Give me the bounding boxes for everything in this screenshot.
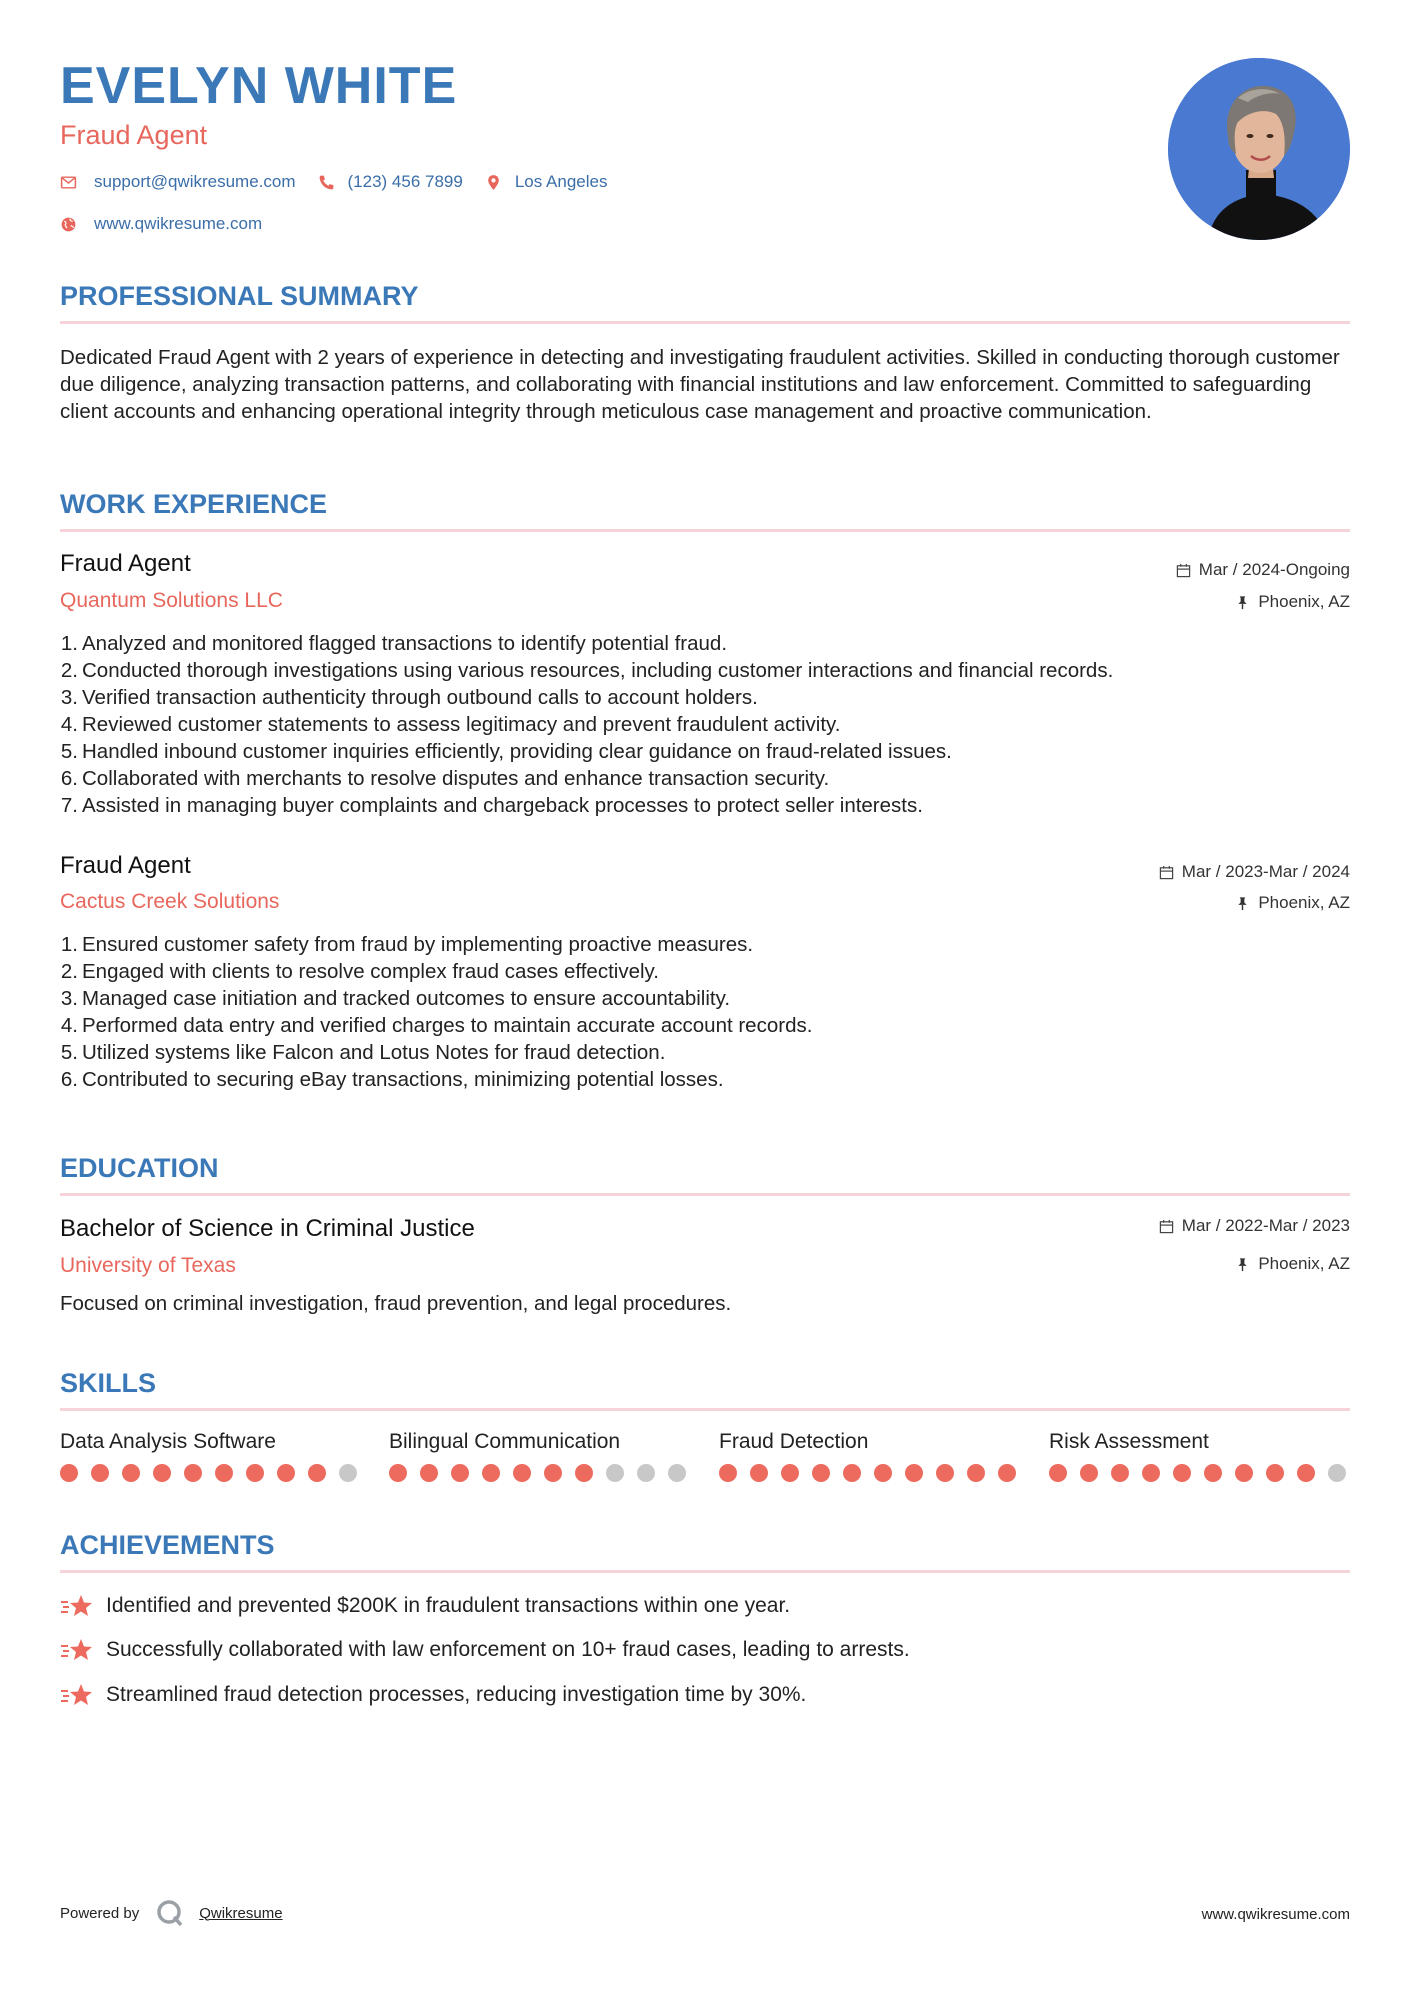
profile-photo: [1168, 58, 1350, 240]
skills-divider: [60, 1408, 1350, 1411]
list-item: 4. Performed data entry and verified charges to maintain accurate account records.: [60, 1014, 813, 1037]
rating-dot-empty: [606, 1464, 624, 1482]
list-item: 4. Reviewed customer statements to assess legitimacy and prevent fraudulent activity.: [60, 713, 841, 736]
calendar-icon: [1159, 865, 1174, 880]
contact-location: [485, 172, 608, 192]
rating-dot-filled: [60, 1464, 78, 1482]
rating-dot-filled: [967, 1464, 985, 1482]
education-dates-text: Mar / 2022-Mar / 2023: [1181, 1216, 1350, 1235]
rating-dot-filled: [122, 1464, 140, 1482]
qwikresume-link[interactable]: Qwikresume: [199, 1904, 283, 1922]
phone-text: (123) 456 7899: [347, 172, 463, 191]
list-item: 6. Collaborated with merchants to resolve disputes and enhance transaction security.: [60, 767, 830, 790]
calendar-icon: [1159, 1219, 1174, 1234]
achievements-heading: ACHIEVEMENTS: [60, 1530, 275, 1560]
skill-name: Data Analysis Software: [60, 1430, 276, 1453]
skill-rating: [60, 1464, 360, 1482]
job-2-title: Fraud Agent: [60, 852, 191, 879]
rating-dot-filled: [1173, 1464, 1191, 1482]
rating-dot-filled: [1111, 1464, 1129, 1482]
job-2-location-text: Phoenix, AZ: [1258, 893, 1350, 912]
job-2-dates-text: Mar / 2023-Mar / 2024: [1181, 862, 1350, 881]
job-1-dates-text: Mar / 2024-Ongoing: [1198, 560, 1350, 579]
education-description: Focused on criminal investigation, fraud prevention, and legal procedures.: [60, 1292, 732, 1315]
rating-dot-filled: [843, 1464, 861, 1482]
summary-divider: [60, 321, 1350, 324]
achievements-divider: [60, 1570, 1350, 1573]
list-item: 5. Handled inbound customer inquiries efficiently, providing clear guidance on fraud-related issues.: [60, 740, 952, 763]
rating-dot-filled: [750, 1464, 768, 1482]
education-dates: [1159, 1216, 1350, 1236]
email-text: support@qwikresume.com: [94, 172, 296, 191]
contact-row: [60, 172, 629, 192]
job-2-bullets: [54, 931, 1354, 1093]
rating-dot-empty: [1328, 1464, 1346, 1482]
rating-dot-filled: [575, 1464, 593, 1482]
rating-dot-filled: [389, 1464, 407, 1482]
list-item: 3. Managed case initiation and tracked outcomes to ensure accountability.: [60, 987, 731, 1010]
rating-dot-filled: [246, 1464, 264, 1482]
education-heading: EDUCATION: [60, 1153, 219, 1183]
skill-rating: [1049, 1464, 1349, 1482]
rating-dot-filled: [153, 1464, 171, 1482]
website-text: www.qwikresume.com: [94, 214, 263, 233]
skill-name: Bilingual Communication: [389, 1430, 621, 1453]
job-2-dates: [1159, 862, 1350, 882]
job-1-location: [1235, 592, 1350, 612]
rating-dot-filled: [91, 1464, 109, 1482]
rating-dot-filled: [1266, 1464, 1284, 1482]
powered-by-label: Powered by: [60, 1904, 140, 1922]
job-2-company: Cactus Creek Solutions: [60, 890, 280, 913]
location-text: Los Angeles: [514, 172, 608, 191]
experience-divider: [60, 529, 1350, 532]
job-1-location-text: Phoenix, AZ: [1258, 592, 1350, 611]
rating-dot-filled: [1204, 1464, 1222, 1482]
achievement-item: [60, 1592, 790, 1620]
education-location: [1235, 1254, 1350, 1274]
contact-row-website: [60, 214, 284, 234]
achievement-item: [60, 1681, 806, 1709]
job-1-bullets: [54, 630, 1354, 819]
star-award-icon: [60, 1592, 94, 1620]
skill-rating: [719, 1464, 1019, 1482]
calendar-icon: [1176, 563, 1191, 578]
candidate-role: Fraud Agent: [60, 120, 208, 150]
rating-dot-filled: [905, 1464, 923, 1482]
rating-dot-empty: [637, 1464, 655, 1482]
list-item: 7. Assisted in managing buyer complaints and chargeback processes to protect seller interests.: [60, 794, 923, 817]
experience-heading: WORK EXPERIENCE: [60, 489, 328, 519]
skills-heading: SKILLS: [60, 1368, 157, 1398]
list-item: 1. Analyzed and monitored flagged transactions to identify potential fraud.: [60, 632, 728, 655]
rating-dot-filled: [451, 1464, 469, 1482]
skill-rating: [389, 1464, 689, 1482]
list-item: 5. Utilized systems like Falcon and Lotus Notes for fraud detection.: [60, 1041, 666, 1064]
rating-dot-filled: [1235, 1464, 1253, 1482]
pushpin-icon: [1235, 1257, 1250, 1272]
resume-page: [60, 0, 1350, 1990]
rating-dot-empty: [668, 1464, 686, 1482]
rating-dot-filled: [936, 1464, 954, 1482]
summary-heading: PROFESSIONAL SUMMARY: [60, 281, 419, 311]
list-item: 2. Conducted thorough investigations using various resources, including customer interactions and financial records.: [60, 659, 1114, 682]
rating-dot-filled: [719, 1464, 737, 1482]
rating-dot-filled: [184, 1464, 202, 1482]
rating-dot-filled: [998, 1464, 1016, 1482]
rating-dot-filled: [544, 1464, 562, 1482]
rating-dot-empty: [339, 1464, 357, 1482]
star-award-icon: [60, 1636, 94, 1664]
rating-dot-filled: [1049, 1464, 1067, 1482]
list-item: 1. Ensured customer safety from fraud by implementing proactive measures.: [60, 933, 754, 956]
achievement-item: [60, 1636, 910, 1664]
skill-item: [719, 1430, 1019, 1482]
rating-dot-filled: [420, 1464, 438, 1482]
summary-text: Dedicated Fraud Agent with 2 years of experience in detecting and investigating fraudulent activities. Skilled in conducting thorough customer due diligence, analyzing transaction patterns, and collaborating with financial institutions and law enforcement. Committed to safeguarding client accounts and enhancing operational integrity through meticulous case management and proactive communication.: [60, 346, 1340, 423]
rating-dot-filled: [781, 1464, 799, 1482]
rating-dot-filled: [513, 1464, 531, 1482]
achievement-text: Streamlined fraud detection processes, reducing investigation time by 30%.: [106, 1683, 807, 1706]
school-name: University of Texas: [60, 1254, 236, 1277]
skill-item: [60, 1430, 360, 1482]
rating-dot-filled: [812, 1464, 830, 1482]
contact-email[interactable]: [60, 172, 296, 192]
rating-dot-filled: [482, 1464, 500, 1482]
skill-item: [1049, 1430, 1349, 1482]
footer-powered-by: [60, 1898, 283, 1928]
rating-dot-filled: [277, 1464, 295, 1482]
pushpin-icon: [1235, 595, 1250, 610]
job-2-location: [1235, 893, 1350, 913]
rating-dot-filled: [1297, 1464, 1315, 1482]
job-1-title: Fraud Agent: [60, 550, 191, 577]
education-divider: [60, 1193, 1350, 1196]
globe-icon: [60, 216, 94, 233]
rating-dot-filled: [874, 1464, 892, 1482]
degree-title: Bachelor of Science in Criminal Justice: [60, 1215, 475, 1242]
rating-dot-filled: [1142, 1464, 1160, 1482]
job-1-dates: [1176, 560, 1350, 580]
qwikresume-logo-icon: [155, 1898, 185, 1928]
star-award-icon: [60, 1681, 94, 1709]
footer-website[interactable]: www.qwikresume.com: [1201, 1906, 1350, 1923]
rating-dot-filled: [1080, 1464, 1098, 1482]
achievement-text: Identified and prevented $200K in fraudulent transactions within one year.: [106, 1594, 791, 1617]
skill-item: [389, 1430, 689, 1482]
map-pin-icon: [485, 174, 515, 191]
candidate-name: EVELYN WHITE: [60, 57, 458, 115]
rating-dot-filled: [215, 1464, 233, 1482]
achievement-text: Successfully collaborated with law enforcement on 10+ fraud cases, leading to arrests.: [106, 1638, 910, 1661]
envelope-icon: [60, 174, 94, 191]
contact-website[interactable]: [60, 214, 262, 234]
skill-name: Fraud Detection: [719, 1430, 869, 1453]
list-item: 3. Verified transaction authenticity through outbound calls to account holders.: [60, 686, 758, 709]
contact-phone[interactable]: [318, 172, 463, 192]
list-item: 2. Engaged with clients to resolve complex fraud cases effectively.: [60, 960, 659, 983]
education-location-text: Phoenix, AZ: [1258, 1254, 1350, 1273]
list-item: 6. Contributed to securing eBay transactions, minimizing potential losses.: [60, 1068, 724, 1091]
job-1-company: Quantum Solutions LLC: [60, 589, 283, 612]
skill-name: Risk Assessment: [1049, 1430, 1209, 1453]
rating-dot-filled: [308, 1464, 326, 1482]
phone-icon: [318, 174, 348, 191]
pushpin-icon: [1235, 896, 1250, 911]
